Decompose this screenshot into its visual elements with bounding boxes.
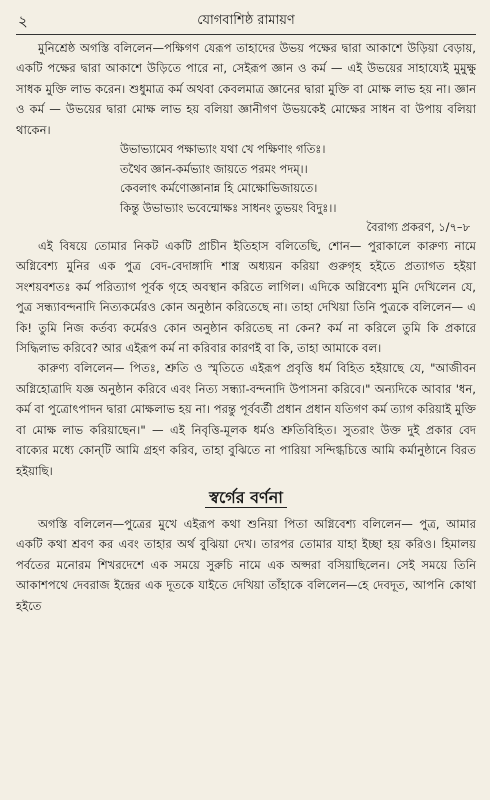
verse-line: কিন্তু উভাভ্যাং ভবেন্মোক্ষঃ সাধনং তুভয়ং বিদুঃ।। <box>120 200 337 215</box>
sanskrit-verse <box>16 140 476 218</box>
verse-line: কেবলাৎ কর্মণোজ্ঞানান্ন হি মোক্ষোভিজায়তে। <box>120 181 318 196</box>
section-heading <box>16 485 476 512</box>
paragraph-heaven-description: অগস্তি বলিলেন—পুত্রের মুখে এইরূপ কথা শুনিয়া পিতা অগ্নিবেশ্য বলিলেন— পুত্র, আমার একটি কথা শ্রবণ কর এবং তাহার অর্থ বুঝিয়া দেখ। তারপর তোমার যাহা ইচ্ছা হয় করিও। হিমালয় পর্বতের মনোরম শিখরদেশে এক সময়ে সুরুচি নামে এক অপ্সরা বসিয়াছিলেন। সেই সময়ে তিনি আকাশপথে দেবরাজ ইন্দ্রের এক দূতকে যাইতে দেখিয়া তাঁহাকে বলিলেন—হে দেবদূত, আপনি কোথা হইতে <box>16 516 476 613</box>
page-header <box>16 8 476 34</box>
paragraph-agasti-speech: মুনিশ্রেষ্ঠ অগস্তি বলিলেন—পক্ষিগণ যেরূপ তাহাদের উভয় পক্ষের দ্বারা আকাশে উড়িয়া বেড়ায়, একটি পক্ষের দ্বারা আকাশে উড়িতে পারে না, সেইরূপ জ্ঞান ও কর্ম — এই উভয়ের সাহায্যেই মুমুক্ষু সাধক মুক্তি লাভ করেন। শুধুমাত্র কর্ম অথবা কেবলমাত্র জ্ঞানের দ্বারা মুক্তি বা মোক্ষ লাভ হয় না। জ্ঞান ও কর্ম — উভয়ের দ্বারা মোক্ষ লাভ হয় বলিয়া জ্ঞানীগণ উভয়কেই মোক্ষের সাধন বা উপায় বলিয়া থাকেন। <box>16 41 476 137</box>
verse-line: তথৈব জ্ঞান-কর্মভ্যাং জায়তে পরমং পদম্।। <box>120 161 308 176</box>
running-title: যোগবাশিষ্ঠ রামায়ণ <box>197 13 295 28</box>
verse-citation: বৈরাগ্য প্রকরণ, ১/৭–৮ <box>366 220 470 235</box>
paragraph-ancient-history: এই বিষয়ে তোমার নিকট একটি প্রাচীন ইতিহাস বলিতেছি, শোন— পুরাকালে কারুণ্য নামে অগ্নিবেশ্য মুনির এক পুত্র বেদ-বেদাঙ্গাদি শাস্ত্র অধ্যয়ন করিয়া গুরুগৃহ হইতে প্রত্যাগত হইয়া সংশয়বশতঃ কর্ম পরিত্যাগ পূর্বক গৃহে অবস্থান করিতে লাগিল। এদিকে অগ্নিবেশ্য মুনি দেখিলেন যে, পুত্র সন্ধ্যাবন্দনাদি নিত্যকর্মেরও কোন অনুষ্ঠান করিতেছে না। তাহা দেখিয়া তিনি পুত্রকে বলিলেন— এ কি! তুমি নিজ কর্তব্য কর্মেরও কোন অনুষ্ঠান করিতেছ না কেন? কর্ম না করিলে তুমি কি প্রকারে সিদ্ধিলাভ করিবে? আর এইরূপ কর্ম না করিবার কারণই বা কি, তাহা আমাকে বল। <box>16 239 476 356</box>
page-number: ২ <box>18 12 28 30</box>
header-rule <box>16 34 476 35</box>
paragraph-karunya-reply: কারুণ্য বলিলেন— পিতঃ, শ্রুতি ও স্মৃতিতে এইরূপ প্রবৃত্তি ধর্ম বিহিত হইয়াছে যে, "আজীবন অগ্নিহোত্রাদি যজ্ঞ অনুষ্ঠান করিবে এবং নিত্য সন্ধ্যা-বন্দনাদি উপাসনা করিবে।" অন্যদিকে আবার 'ধন, কর্ম বা পুত্রোৎপাদন দ্বারা মোক্ষলাভ হয় না। পরন্তু পূর্ববর্তী প্রধান প্রধান যতিগণ কর্ম ত্যাগ করিয়াই মুক্তি বা মোক্ষ লাভ করিয়াছেন।" — এই নিবৃত্তি-মূলক ধর্মও শ্রুতিবিহিত। সুতরাং উক্ত দুই প্রকার বেদ বাক্যের মধ্যে কোন্‌টি আমি গ্রহণ করিব, তাহা বুঝিতে না পারিয়া সন্দিগ্ধচিত্তে আমি কর্মানুষ্ঠানে বিরত হইয়াছি। <box>16 361 476 478</box>
verse-line: উভাভ্যামেব পক্ষাভ্যাং যথা খে পক্ষিণাং গতিঃ। <box>120 142 326 157</box>
section-heading-text: স্বর্গের বর্ণনা <box>205 488 287 508</box>
